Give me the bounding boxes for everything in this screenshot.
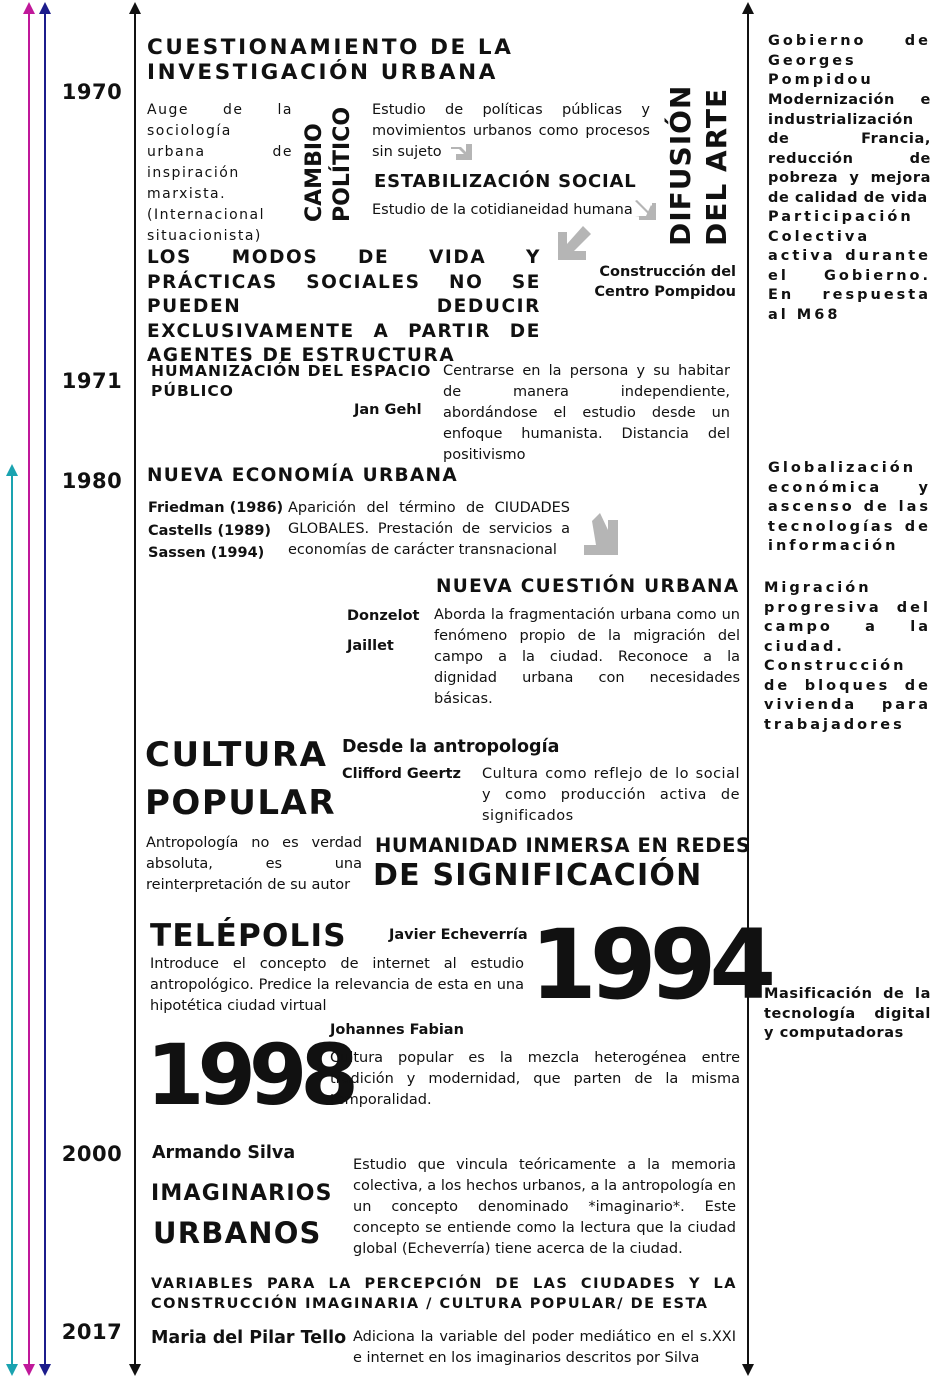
title-humanizacion: HUMANIZACIÓN DEL ESPACIO PÚBLICO	[151, 362, 432, 400]
context-globalizacion: Globalización económica y ascenso de las tecnologías de información	[768, 460, 931, 554]
vertical-del-arte: DEL ARTE	[700, 87, 733, 246]
gray-arrow-4	[584, 513, 618, 555]
title-cuestionamiento: CUESTIONAMIENTO DE LA INVESTIGACIÓN URBANA	[147, 35, 514, 86]
gray-arrow-3	[558, 226, 591, 260]
year-1980: 1980	[61, 469, 123, 493]
year-1998-large: 1998	[146, 1026, 352, 1124]
global-cities-text: Aparición del término de CIUDADES GLOBALES. Prestación de servicios a economías de carácter transnacional	[288, 500, 570, 558]
title-urbanos: URBANOS	[153, 1216, 322, 1250]
anthropology-truth-text: Antropología no es verdad absoluta, es una reinterpretación de su autor	[146, 835, 362, 893]
economy-authors	[148, 497, 283, 565]
title-imaginarios: IMAGINARIOS	[151, 1181, 333, 1206]
marxist-sociology-text: Auge de la sociología urbana de inspiración marxista. (Internacional situacionista)	[147, 102, 293, 244]
vertical-difusion: DIFUSIÓN	[664, 84, 697, 246]
year-1971: 1971	[61, 369, 123, 393]
year-2000: 2000	[61, 1142, 123, 1166]
context-participacion: Participación Colectiva activa durante el Gobierno. En respuesta al M68	[768, 209, 931, 323]
urban-question-text: Aborda la fragmentación urbana como un fenómeno propio de la migración del campo a la ciudad. Reconoce a la dignidad urbana con necesidades básicas.	[434, 607, 740, 707]
title-humanidad-redes: HUMANIDAD INMERSA EN REDES	[375, 834, 751, 857]
stabilization-text: Estudio de la cotidianeidad humana	[372, 202, 633, 218]
author-jan-gehl: Jan Gehl	[354, 402, 422, 418]
context-modernizacion: Modernización e industrialización de Francia, reducción de pobreza y mejora de calidad de vida	[768, 92, 931, 206]
title-popular: POPULAR	[145, 783, 337, 823]
policy-text: Estudio de políticas públicas y movimientos urbanos como procesos sin sujeto	[372, 102, 650, 160]
context-masificacion: Masificación de la tecnología digital y computadoras	[764, 986, 931, 1041]
tello-text: Adiciona la variable del poder mediático en el s.XXI e internet en los imaginarios descritos por Silva	[353, 1329, 736, 1366]
year-2017: 2017	[61, 1320, 123, 1344]
author-maria-del-pilar-tello: Maria del Pilar Tello	[151, 1328, 347, 1348]
context-migracion: Migración progresiva del campo a la ciudad. Construcción de bloques de vivienda para trabajadores	[764, 580, 931, 733]
silva-text: Estudio que vincula teóricamente a la memoria colectiva, a los hechos urbanos, a la antropología en un concepto denominado *imaginario*. Este concepto se entiende como la lectura que la ciudad global (Echeverría) tiene acerca de la ciudad.	[353, 1157, 736, 1257]
telepolis-text: Introduce el concepto de internet al estudio antropológico. Predice la relevancia de esta en una hipotética ciudad virtual	[150, 956, 524, 1014]
vertical-cambio: CAMBIO	[302, 123, 327, 222]
gehl-text: Centrarse en la persona y su habitar de manera independiente, abordándose el estudio desde un enfoque humanista. Distancia del positivismo	[443, 363, 730, 463]
year-1970: 1970	[61, 80, 123, 104]
anthropology-label: Desde la antropología	[342, 737, 560, 757]
title-variables: VARIABLES PARA LA PERCEPCIÓN DE LAS CIUDADES Y LA CONSTRUCCIÓN IMAGINARIA / CULTURA POPULAR/ DE ESTA	[151, 1276, 737, 1312]
title-nueva-economia: NUEVA ECONOMÍA URBANA	[147, 465, 458, 486]
year-1994-large: 1994	[530, 909, 770, 1021]
title-telepolis: TELÉPOLIS	[150, 918, 347, 954]
geertz-text: Cultura como reflejo de lo social y como producción activa de significados	[482, 766, 740, 824]
author-jaillet: Jaillet	[347, 638, 394, 654]
author-clifford-geertz: Clifford Geertz	[342, 766, 461, 782]
author-sassen: Sassen (1994)	[148, 545, 265, 561]
title-modos-de-vida: LOS MODOS DE VIDA Y PRÁCTICAS SOCIALES NO SE PUEDEN DEDUCIR EXCLUSIVAMENTE A PARTIR DE AGENTES DE ESTRUCTURA	[147, 247, 541, 366]
author-johannes-fabian: Johannes Fabian	[330, 1022, 464, 1038]
author-castells: Castells (1989)	[148, 522, 272, 539]
title-cultura: CULTURA	[145, 735, 328, 775]
pompidou-center: Construcción del Centro Pompidou	[594, 264, 736, 300]
title-nueva-cuestion: NUEVA CUESTIÓN URBANA	[436, 576, 740, 597]
author-donzelot: Donzelot	[347, 608, 420, 624]
author-friedman: Friedman (1986)	[148, 500, 284, 516]
fabian-text: Cultura popular es la mezcla heterogénea entre tradición y modernidad, que parten de la misma temporalidad.	[330, 1050, 740, 1108]
author-armando-silva: Armando Silva	[152, 1143, 296, 1163]
title-estabilizacion: ESTABILIZACIÓN SOCIAL	[374, 171, 637, 192]
context-gobierno-pompidou: Gobierno de Georges Pompidou	[768, 33, 931, 88]
title-significacion: DE SIGNIFICACIÓN	[373, 858, 703, 893]
vertical-politico: POLÍTICO	[330, 106, 355, 222]
author-javier-echeverria: Javier Echeverría	[389, 927, 528, 943]
